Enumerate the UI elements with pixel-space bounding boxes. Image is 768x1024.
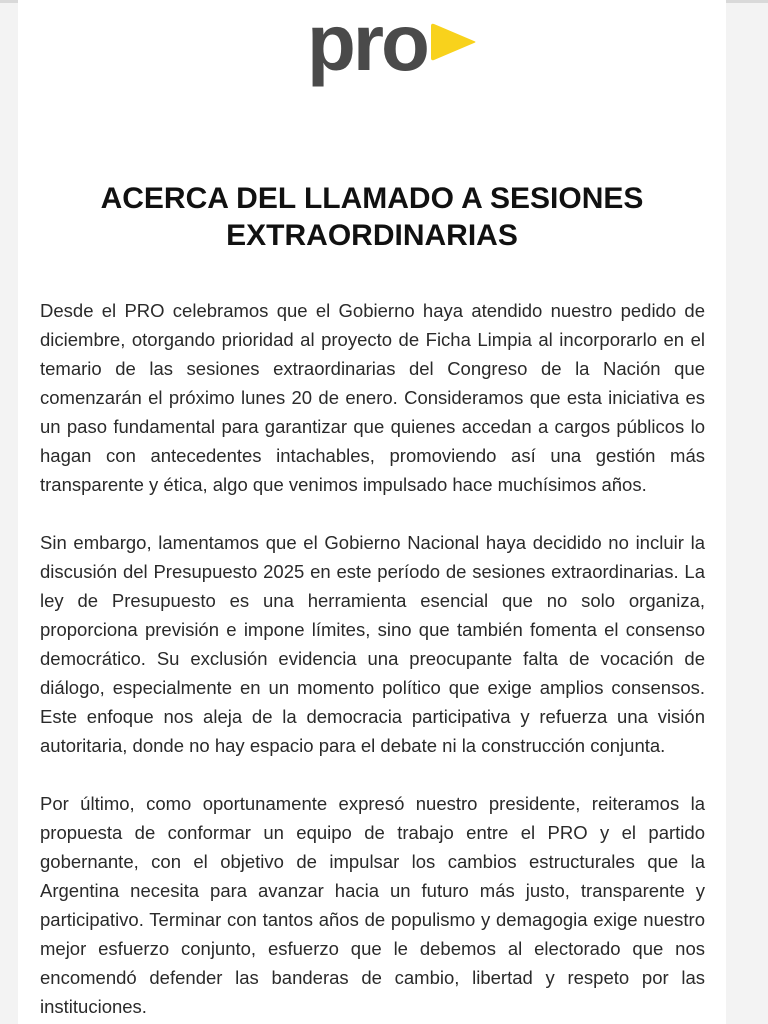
document-title [18, 180, 726, 254]
document-body [40, 296, 705, 1021]
pro-logo [211, 0, 549, 163]
play-triangle-icon [430, 22, 478, 62]
paragraph-3: Por último, como oportunamente expresó nuestro presidente, reiteramos la propuesta de conformar un equipo de trabajo entre el PRO y el partido gobernante, con el objetivo de impulsar los cambios estructurales que la Argentina necesita para avanzar hacia un futuro más justo, transparente y participativo. Terminar con tantos años de populismo y demagogia exige nuestro mejor esfuerzo conjunto, esfuerzo que le debemos al electorado que nos encomendó defender las banderas de cambio, libertad y respeto por las instituciones. [40, 793, 705, 1017]
logo-wordmark: pro [307, 0, 427, 87]
title-line-2: EXTRAORDINARIAS [226, 219, 518, 252]
document-page [18, 0, 726, 1024]
paragraph-1: Desde el PRO celebramos que el Gobierno haya atendido nuestro pedido de diciembre, otorgando prioridad al proyecto de Ficha Limpia al incorporarlo en el temario de las sesiones extraordinarias del Congreso de la Nación que comenzarán el próximo lunes 20 de enero. Consideramos que esta iniciativa es un paso fundamental para garantizar que quienes accedan a cargos públicos lo hagan con antecedentes intachables, promoviendo así una gestión más transparente y ética, algo que venimos impulsado hace muchísimos años. [40, 300, 705, 495]
paragraph-2: Sin embargo, lamentamos que el Gobierno Nacional haya decidido no incluir la discusión del Presupuesto 2025 en este período de sesiones extraordinarias. La ley de Presupuesto es una herramienta esencial que no solo organiza, proporciona previsión e impone límites, sino que también fomenta el consenso democrático. Su exclusión evidencia una preocupante falta de vocación de diálogo, especialmente en un momento político que exige amplios consensos. Este enfoque nos aleja de la democracia participativa y refuerza una visión autoritaria, donde no hay espacio para el debate ni la construcción conjunta. [40, 532, 705, 756]
title-line-1: ACERCA DEL LLAMADO A SESIONES [100, 182, 644, 215]
